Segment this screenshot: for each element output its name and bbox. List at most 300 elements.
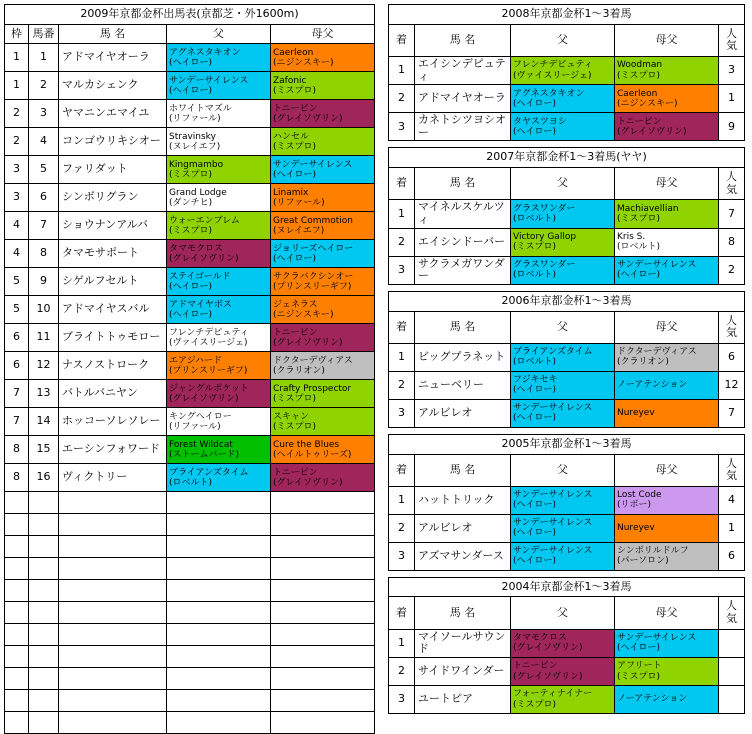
result-header-cell-3: 母父: [615, 168, 719, 200]
result-table-3: [388, 434, 745, 571]
table-row: [5, 324, 375, 352]
horse-name-cell: アルビレオ: [415, 399, 511, 427]
broodmare-sire-cell: サンデーサイレンス (ヘイロー): [615, 256, 719, 284]
result-header-cell-1: 馬 名: [415, 597, 511, 629]
bms-line-detail: (ヘイロー): [617, 270, 661, 281]
broodmare-sire-cell: シンボリルドルフ (パーソロン): [615, 542, 719, 570]
broodmare-sire-cell: Crafty Prospector (ミスプロ): [271, 380, 375, 408]
table-row: [5, 128, 375, 156]
empty-row: [5, 602, 375, 624]
sire-line-detail: (ヌレイエフ): [169, 141, 221, 152]
horse-name-cell: エイシンデピュティ: [415, 56, 511, 84]
result-table-2: [388, 291, 745, 428]
popularity-cell: 12: [719, 371, 745, 399]
sire-line-detail: (ミスプロ): [169, 169, 213, 180]
sire-cell: アドマイヤボス (ヘイロー): [167, 296, 271, 324]
bms-line-detail: (ヘイルトゥリーズ): [273, 449, 352, 460]
horse-name-cell: シンボリグラン: [59, 184, 167, 212]
popularity-cell: 1: [719, 85, 745, 113]
empty-cell: [167, 712, 271, 734]
horse-name-cell: アドマイヤオーラ: [59, 44, 167, 72]
empty-cell: [59, 492, 167, 514]
result-table-title: [389, 577, 745, 597]
sire-cell: ホワイトマズル (リファール): [167, 100, 271, 128]
table-row: [389, 113, 745, 141]
horse-name-cell: ショウナンアルバ: [59, 212, 167, 240]
rank-cell: 1: [389, 56, 415, 84]
sire-line-detail: (ミスプロ): [169, 225, 213, 236]
sire-cell: ステイゴールド (ヘイロー): [167, 268, 271, 296]
table-row: [5, 380, 375, 408]
sire-cell: フレンチデピュティ (ヴァイスリージェ): [167, 324, 271, 352]
horse-name-cell: バトルバニヤン: [59, 380, 167, 408]
sire-cell: アグネスタキオン (ヘイロー): [167, 44, 271, 72]
result-header-cell-0: 着: [389, 24, 415, 56]
horse-number-cell: 3: [29, 100, 59, 128]
result-title-cell: 2008年京都金杯1～3着馬: [389, 5, 745, 25]
bms-line-detail: (ミスプロ): [617, 214, 661, 225]
bms-line-detail: (グレイソヴリン): [273, 477, 343, 488]
popularity-cell: 7: [719, 399, 745, 427]
result-table-title: [389, 291, 745, 311]
result-table-header: [389, 168, 745, 200]
empty-cell: [29, 690, 59, 712]
result-header-cell-2: 父: [511, 597, 615, 629]
bms-line-detail: (ミスプロ): [273, 85, 317, 96]
sire-cell: Stravinsky (ヌレイエフ): [167, 128, 271, 156]
waku-cell: 8: [5, 436, 29, 464]
sire-cell: Forest Wildcat (ストームバード): [167, 436, 271, 464]
result-header-cell-3: 母父: [615, 311, 719, 343]
horse-number-cell: 15: [29, 436, 59, 464]
sire-cell: グラスワンダー (ロベルト): [511, 200, 615, 228]
waku-cell: 5: [5, 268, 29, 296]
broodmare-sire-cell: サンデーサイレンス (ヘイロー): [615, 629, 719, 657]
horse-number-cell: 6: [29, 184, 59, 212]
horse-number-cell: 7: [29, 212, 59, 240]
result-table-header: [389, 311, 745, 343]
sire-line-detail: (ロベルト): [513, 357, 557, 368]
empty-cell: [5, 492, 29, 514]
empty-cell: [271, 558, 375, 580]
popularity-cell: 1: [719, 514, 745, 542]
popularity-cell: [719, 629, 745, 657]
empty-row: [5, 580, 375, 602]
sire-cell: サンデーサイレンス (ヘイロー): [511, 399, 615, 427]
broodmare-sire-cell: Great Commotion (ヌレイエフ): [271, 212, 375, 240]
empty-row: [5, 492, 375, 514]
sire-line-detail: (グレイソヴリン): [169, 253, 239, 264]
horse-number-cell: 2: [29, 72, 59, 100]
empty-row: [5, 624, 375, 646]
right-column: [374, 0, 748, 714]
result-header-cell-2: 父: [511, 168, 615, 200]
entry-header-cell-4: 母父: [271, 24, 375, 44]
empty-cell: [29, 492, 59, 514]
broodmare-sire-cell: ジョリーズヘイロー (ヘイロー): [271, 240, 375, 268]
empty-cell: [29, 536, 59, 558]
horse-name-cell: アズマサンダース: [415, 542, 511, 570]
empty-cell: [271, 536, 375, 558]
sire-line-detail: (グレイソヴリン): [169, 393, 239, 404]
popularity-cell: 3: [719, 56, 745, 84]
result-header-cell-3: 母父: [615, 24, 719, 56]
sire-cell: Grand Lodge (ダンチヒ): [167, 184, 271, 212]
waku-cell: 8: [5, 464, 29, 492]
horse-name-cell: マイソールサウンド: [415, 629, 511, 657]
broodmare-sire-cell: Caerleon (ニジンスキー): [271, 44, 375, 72]
popularity-cell: 7: [719, 200, 745, 228]
sire-cell: Victory Gallop (ミスプロ): [511, 228, 615, 256]
empty-cell: [5, 558, 29, 580]
table-row: [5, 156, 375, 184]
popularity-cell: 6: [719, 343, 745, 371]
sire-line-detail: (ヘイロー): [169, 309, 213, 320]
entry-table-title: [5, 5, 375, 25]
result-header-cell-0: 着: [389, 311, 415, 343]
result-table-1: [388, 147, 745, 284]
table-row: [389, 56, 745, 84]
table-row: [5, 296, 375, 324]
sire-cell: ブライアンズタイム (ロベルト): [511, 343, 615, 371]
sire-cell: サンデーサイレンス (ヘイロー): [511, 514, 615, 542]
waku-cell: 7: [5, 408, 29, 436]
empty-cell: [5, 712, 29, 734]
table-row: [389, 486, 745, 514]
result-header-cell-2: 父: [511, 24, 615, 56]
sire-line-detail: (ロベルト): [513, 214, 557, 225]
horse-number-cell: 8: [29, 240, 59, 268]
table-row: [389, 371, 745, 399]
bms-line-detail: (リボー): [617, 500, 652, 511]
rank-cell: 1: [389, 200, 415, 228]
empty-cell: [167, 646, 271, 668]
empty-cell: [5, 690, 29, 712]
waku-cell: 6: [5, 352, 29, 380]
table-row: [389, 629, 745, 657]
sire-cell: フレンチデピュティ (ヴァイスリージェ): [511, 56, 615, 84]
sire-line-detail: (ヘイロー): [513, 528, 557, 539]
result-title-cell: 2004年京都金杯1～3着馬: [389, 577, 745, 597]
empty-row: [5, 712, 375, 734]
result-header-cell-3: 母父: [615, 454, 719, 486]
broodmare-sire-cell: ジェネラス (ニジンスキー): [271, 296, 375, 324]
broodmare-sire-cell: トニービン (グレイソヴリン): [271, 324, 375, 352]
result-header-cell-4: 人気: [719, 311, 745, 343]
popularity-cell: [719, 658, 745, 686]
result-table-title: [389, 434, 745, 454]
empty-cell: [167, 690, 271, 712]
empty-cell: [5, 602, 29, 624]
bms-line-detail: (ヘイロー): [273, 169, 317, 180]
horse-name-cell: ニューベリー: [415, 371, 511, 399]
empty-cell: [59, 668, 167, 690]
table-row: [389, 686, 745, 714]
sire-line-detail: (グレイソヴリン): [513, 671, 583, 682]
sire-cell: トニービン (グレイソヴリン): [511, 658, 615, 686]
result-header-cell-4: 人気: [719, 24, 745, 56]
horse-number-cell: 10: [29, 296, 59, 324]
rank-cell: 2: [389, 658, 415, 686]
sire-cell: ウォーエンブレム (ミスプロ): [167, 212, 271, 240]
empty-cell: [29, 624, 59, 646]
horse-name-cell: タマモサポート: [59, 240, 167, 268]
bms-line-detail: (ヌレイエフ): [273, 225, 325, 236]
sire-line-detail: (ヘイロー): [169, 281, 213, 292]
result-table-title: [389, 5, 745, 25]
broodmare-sire-cell: Lost Code (リボー): [615, 486, 719, 514]
empty-row: [5, 536, 375, 558]
rank-cell: 1: [389, 486, 415, 514]
bms-line-detail: (ミスプロ): [273, 141, 317, 152]
empty-cell: [271, 646, 375, 668]
table-row: [5, 352, 375, 380]
sire-line-detail: (ヘイロー): [513, 413, 557, 424]
horse-name-cell: ナスノストローク: [59, 352, 167, 380]
empty-cell: [59, 558, 167, 580]
empty-cell: [59, 602, 167, 624]
sire-cell: サンデーサイレンス (ヘイロー): [511, 542, 615, 570]
horse-name-cell: ビッグプラネット: [415, 343, 511, 371]
sire-cell: グラスワンダー (ロベルト): [511, 256, 615, 284]
broodmare-sire-cell: サンデーサイレンス (ヘイロー): [271, 156, 375, 184]
empty-cell: [271, 492, 375, 514]
table-row: [389, 658, 745, 686]
empty-cell: [59, 646, 167, 668]
rank-cell: 2: [389, 228, 415, 256]
horse-number-cell: 1: [29, 44, 59, 72]
bms-line-detail: (ロベルト): [617, 242, 661, 253]
horse-name-cell: シゲルフセルト: [59, 268, 167, 296]
broodmare-sire-cell: ノーアテンション: [615, 686, 719, 714]
empty-cell: [59, 536, 167, 558]
table-row: [389, 200, 745, 228]
bms-line-detail: (ニジンスキー): [273, 309, 334, 320]
empty-cell: [167, 536, 271, 558]
horse-number-cell: 14: [29, 408, 59, 436]
popularity-cell: 8: [719, 228, 745, 256]
result-table-header: [389, 454, 745, 486]
sire-cell: タヤスツヨシ (ヘイロー): [511, 113, 615, 141]
empty-cell: [29, 580, 59, 602]
sire-line-detail: (ヘイロー): [513, 385, 557, 396]
sire-line-detail: (ヘイロー): [169, 57, 213, 68]
waku-cell: 4: [5, 212, 29, 240]
empty-cell: [5, 624, 29, 646]
table-row: [5, 464, 375, 492]
sire-line-detail: (プリンスリーギフ): [169, 365, 248, 376]
sire-line-detail: (リファール): [169, 113, 221, 124]
broodmare-sire-cell: ハンセル (ミスプロ): [271, 128, 375, 156]
empty-cell: [59, 690, 167, 712]
sire-line-detail: (リファール): [169, 421, 221, 432]
empty-cell: [59, 624, 167, 646]
bms-line-detail: (ニジンスキー): [273, 57, 334, 68]
result-header-cell-1: 馬 名: [415, 454, 511, 486]
horse-number-cell: 13: [29, 380, 59, 408]
rank-cell: 3: [389, 113, 415, 141]
broodmare-sire-cell: アフリート (ミスプロ): [615, 658, 719, 686]
result-table-4: [388, 577, 745, 714]
empty-cell: [167, 624, 271, 646]
table-row: [5, 100, 375, 128]
table-row: [5, 44, 375, 72]
empty-cell: [167, 668, 271, 690]
table-row: [5, 212, 375, 240]
empty-row: [5, 514, 375, 536]
result-title-cell: 2006年京都金杯1～3着馬: [389, 291, 745, 311]
table-row: [389, 228, 745, 256]
sire-cell: アグネスタキオン (ヘイロー): [511, 85, 615, 113]
horse-name-cell: ヴィクトリー: [59, 464, 167, 492]
empty-cell: [29, 646, 59, 668]
entry-header-cell-3: 父: [167, 24, 271, 44]
table-row: [5, 268, 375, 296]
empty-cell: [167, 602, 271, 624]
sire-cell: タマモクロス (グレイソヴリン): [511, 629, 615, 657]
bms-line-detail: (クラリオン): [273, 365, 325, 376]
sire-line-detail: (ダンチヒ): [169, 197, 213, 208]
horse-name-cell: アドマイヤオーラ: [415, 85, 511, 113]
horse-name-cell: ブライトトゥモロー: [59, 324, 167, 352]
waku-cell: 5: [5, 296, 29, 324]
rank-cell: 3: [389, 256, 415, 284]
horse-number-cell: 4: [29, 128, 59, 156]
entry-header-cell-2: 馬 名: [59, 24, 167, 44]
horse-number-cell: 9: [29, 268, 59, 296]
sire-line-detail: (ストームバード): [169, 449, 240, 460]
result-title-cell: 2005年京都金杯1～3着馬: [389, 434, 745, 454]
result-header-cell-1: 馬 名: [415, 168, 511, 200]
table-row: [5, 436, 375, 464]
empty-row: [5, 690, 375, 712]
sire-cell: サンデーサイレンス (ヘイロー): [167, 72, 271, 100]
table-row: [389, 343, 745, 371]
popularity-cell: 2: [719, 256, 745, 284]
empty-row: [5, 558, 375, 580]
sire-cell: キングヘイロー (リファール): [167, 408, 271, 436]
waku-cell: 7: [5, 380, 29, 408]
empty-cell: [167, 492, 271, 514]
bms-line-detail: (ヘイロー): [273, 253, 317, 264]
horse-name-cell: ファリダット: [59, 156, 167, 184]
empty-cell: [59, 514, 167, 536]
sire-cell: ブライアンズタイム (ロベルト): [167, 464, 271, 492]
horse-name-cell: エイシンドーバー: [415, 228, 511, 256]
rank-cell: 2: [389, 514, 415, 542]
horse-name-cell: マイネルスケルツィ: [415, 200, 511, 228]
empty-cell: [5, 580, 29, 602]
empty-cell: [59, 712, 167, 734]
sire-line-detail: (ヘイロー): [513, 126, 557, 137]
horse-number-cell: 5: [29, 156, 59, 184]
sire-cell: タマモクロス (グレイソヴリン): [167, 240, 271, 268]
horse-name-cell: サイドワインダー: [415, 658, 511, 686]
bms-line-detail: (グレイソヴリン): [617, 126, 687, 137]
empty-cell: [5, 646, 29, 668]
empty-cell: [29, 668, 59, 690]
empty-cell: [271, 602, 375, 624]
table-row: [389, 85, 745, 113]
horse-name-cell: ハットトリック: [415, 486, 511, 514]
bms-line-detail: (パーソロン): [617, 556, 669, 567]
broodmare-sire-cell: ドクターデヴィアス (クラリオン): [615, 343, 719, 371]
result-header-cell-1: 馬 名: [415, 24, 511, 56]
bms-line-detail: (グレイソヴリン): [273, 113, 343, 124]
result-table-header: [389, 597, 745, 629]
rank-cell: 3: [389, 686, 415, 714]
horse-number-cell: 11: [29, 324, 59, 352]
waku-cell: 6: [5, 324, 29, 352]
table-row: [389, 399, 745, 427]
bms-line-detail: (ヘイロー): [617, 643, 661, 654]
sire-line-detail: (ミスプロ): [513, 699, 557, 710]
result-header-cell-3: 母父: [615, 597, 719, 629]
horse-number-cell: 16: [29, 464, 59, 492]
result-header-cell-0: 着: [389, 168, 415, 200]
sire-cell: ジャングルポケット (グレイソヴリン): [167, 380, 271, 408]
empty-row: [5, 646, 375, 668]
waku-cell: 1: [5, 72, 29, 100]
sire-line-detail: (ロベルト): [169, 477, 213, 488]
empty-cell: [167, 580, 271, 602]
horse-number-cell: 12: [29, 352, 59, 380]
sire-cell: Kingmambo (ミスプロ): [167, 156, 271, 184]
empty-cell: [271, 668, 375, 690]
broodmare-sire-cell: Machiavellian (ミスプロ): [615, 200, 719, 228]
table-row: [389, 542, 745, 570]
rank-cell: 3: [389, 399, 415, 427]
sire-line-detail: (ヘイロー): [513, 500, 557, 511]
waku-cell: 2: [5, 128, 29, 156]
result-header-cell-4: 人気: [719, 454, 745, 486]
broodmare-sire-cell: ドクターデヴィアス (クラリオン): [271, 352, 375, 380]
result-title-cell: 2007年京都金杯1～3着馬(ヤヤ): [389, 148, 745, 168]
sire-line-detail: (ロベルト): [513, 270, 557, 281]
result-header-cell-0: 着: [389, 454, 415, 486]
bms-line-detail: (リファール): [273, 197, 325, 208]
result-table-title: [389, 148, 745, 168]
popularity-cell: 9: [719, 113, 745, 141]
result-header-cell-4: 人気: [719, 168, 745, 200]
horse-name-cell: ヤマニンエマイユ: [59, 100, 167, 128]
bms-line-detail: (ニジンスキー): [617, 98, 678, 109]
bms-line-detail: (ミスプロ): [617, 70, 661, 81]
broodmare-sire-cell: Woodman (ミスプロ): [615, 56, 719, 84]
broodmare-sire-cell: Nureyev: [615, 514, 719, 542]
result-header-cell-2: 父: [511, 311, 615, 343]
result-header-cell-0: 着: [389, 597, 415, 629]
horse-name-cell: ユートピア: [415, 686, 511, 714]
table-row: [389, 256, 745, 284]
sire-line-detail: (ヘイロー): [513, 556, 557, 567]
sire-line-detail: (ヴァイスリージェ): [513, 70, 592, 81]
broodmare-sire-cell: トニービン (グレイソヴリン): [615, 113, 719, 141]
empty-cell: [5, 668, 29, 690]
horse-name-cell: マルカシェンク: [59, 72, 167, 100]
empty-cell: [29, 712, 59, 734]
empty-cell: [167, 514, 271, 536]
broodmare-sire-cell: Kris S. (ロベルト): [615, 228, 719, 256]
table-row: [5, 72, 375, 100]
broodmare-sire-cell: Zafonic (ミスプロ): [271, 72, 375, 100]
empty-row: [5, 668, 375, 690]
entry-table: [4, 4, 375, 734]
bms-line-detail: (ミスプロ): [273, 421, 317, 432]
broodmare-sire-cell: Nureyev: [615, 399, 719, 427]
empty-cell: [29, 602, 59, 624]
popularity-cell: 4: [719, 486, 745, 514]
